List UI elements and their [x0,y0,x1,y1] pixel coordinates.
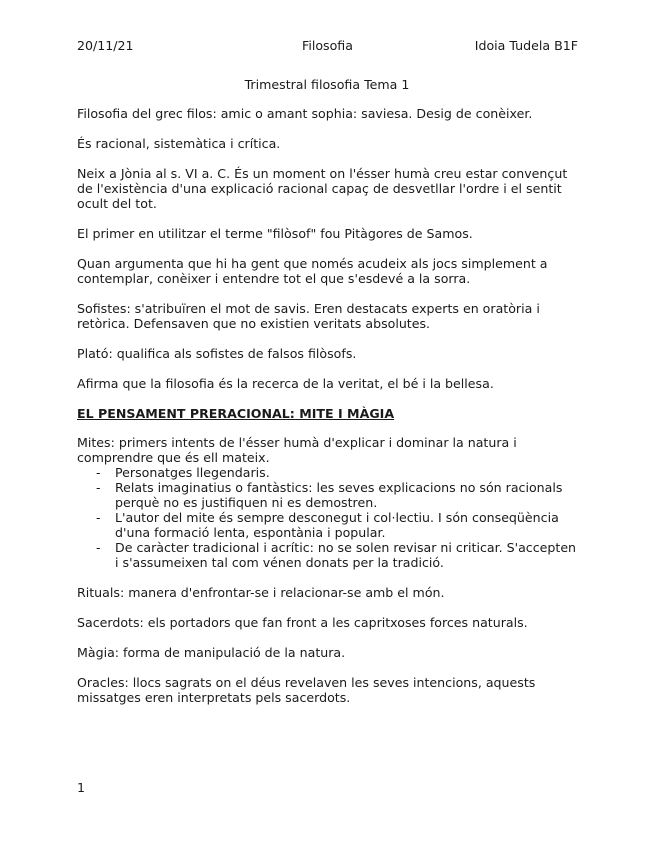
document-body [77,77,577,720]
list-item: - De caràcter tradicional i acrític: no se solen revisar ni criticar. S'accepten i s'assumeixen tal com vénen donats per la tradició. [77,540,577,570]
paragraph: És racional, sistemàtica i crítica. [77,136,281,151]
paragraph: El primer en utilitzar el terme "filòsof" fou Pitàgores de Samos. [77,226,473,241]
paragraph: Rituals: manera d'enfrontar-se i relacionar-se amb el món. [77,585,445,600]
page-header [77,38,578,56]
paragraph: Plató: qualifica als sofistes de falsos filòsofs. [77,346,357,361]
myths-list [77,465,577,570]
paragraph: Quan argumenta que hi ha gent que només acudeix als jocs simplement a contemplar, conèixer i entendre tot el que s'esdevé a la sorra. [77,256,548,286]
header-date: 20/11/21 [77,38,134,53]
page-number: 1 [77,780,86,795]
paragraph: Sofistes: s'atribuïren el mot de savis. Eren destacats experts en oratòria i retòrica. Defensaven que no existien veritats absolutes. [77,301,540,331]
header-author: Idoia Tudela B1F [474,38,578,53]
paragraph: Oracles: llocs sagrats on el déus revelaven les seves intencions, aquests missatges eren interpretats pels sacerdots. [77,675,536,705]
header-subject: Filosofia [302,38,353,53]
myths-intro: Mites: primers intents de l'ésser humà d'explicar i dominar la natura i comprendre que és ell mateix. [77,435,517,465]
paragraph: Afirma que la filosofia és la recerca de la veritat, el bé i la bellesa. [77,376,494,391]
list-item: - Personatges llegendaris. [77,465,577,480]
list-item: - Relats imaginatius o fantàstics: les seves explicacions no són racionals perquè no es justifiquen ni es demostren. [77,480,577,510]
section-heading: EL PENSAMENT PRERACIONAL: MITE I MÀGIA [77,406,395,421]
list-item: - L'autor del mite és sempre desconegut i col·lectiu. I són conseqüència d'una formació lenta, espontània i popular. [77,510,577,540]
paragraph: Neix a Jònia al s. VI a. C. És un moment on l'ésser humà creu estar convençut de l'existència d'una explicació racional capaç de desvetllar l'ordre i el sentit ocult del tot. [77,166,568,211]
document-title: Trimestral filosofia Tema 1 [244,77,410,92]
paragraph: Sacerdots: els portadors que fan front a les capritxoses forces naturals. [77,615,528,630]
paragraph: Màgia: forma de manipulació de la natura. [77,645,346,660]
paragraph: Filosofia del grec filos: amic o amant sophia: saviesa. Desig de conèixer. [77,106,533,121]
